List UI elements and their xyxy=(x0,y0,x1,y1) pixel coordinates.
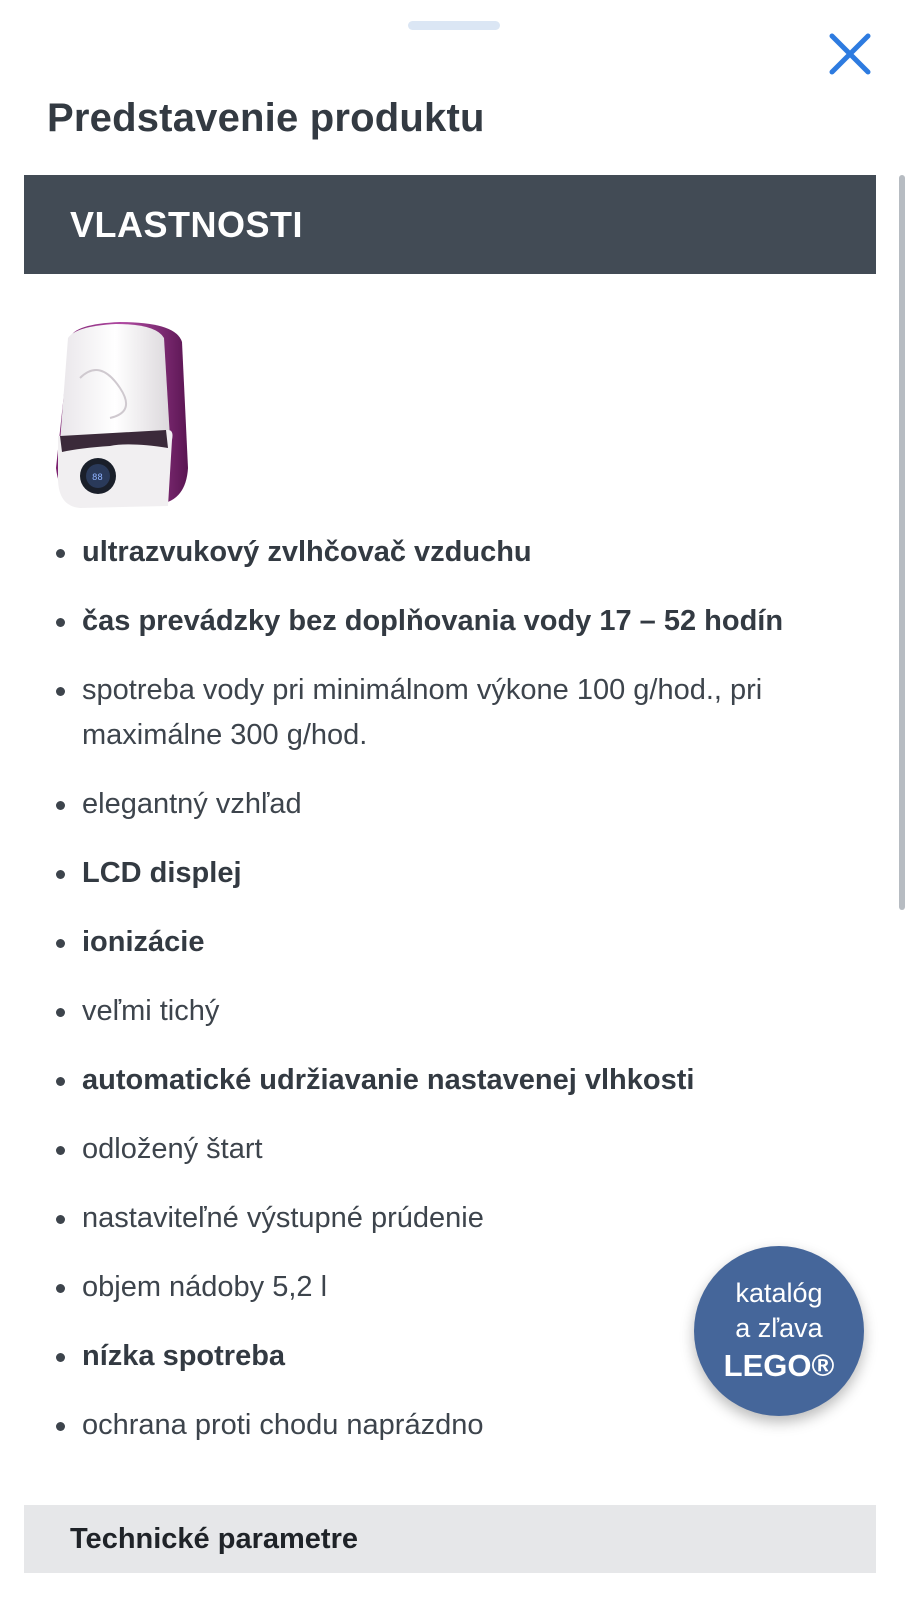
promo-line-3: LEGO® xyxy=(723,1348,835,1383)
product-image xyxy=(50,318,192,518)
technical-parameters-section[interactable] xyxy=(24,1505,876,1573)
feature-item: spotreba vody pri minimálnom výkone 100 g/hod., pri maximálne 300 g/hod. xyxy=(56,668,876,758)
section-heading: VLASTNOSTI xyxy=(70,203,304,245)
section-header-vlastnosti xyxy=(24,175,876,274)
feature-item: ionizácie xyxy=(56,920,876,965)
feature-item: čas prevádzky bez doplňovania vody 17 – 52 hodín xyxy=(56,599,876,644)
scrollbar[interactable] xyxy=(899,175,905,910)
feature-item: ultrazvukový zvlhčovač vzduchu xyxy=(56,530,876,575)
humidifier-image xyxy=(50,318,192,518)
feature-item: veľmi tichý xyxy=(56,989,876,1034)
close-button[interactable] xyxy=(826,30,874,78)
page-title: Predstavenie produktu xyxy=(47,96,485,140)
feature-item: odložený štart xyxy=(56,1127,876,1172)
promo-line-1: katalóg xyxy=(735,1278,823,1308)
close-icon xyxy=(826,30,874,78)
promo-line-2: a zľava xyxy=(735,1313,823,1343)
feature-item: LCD displej xyxy=(56,851,876,896)
technical-parameters-label: Technické parametre xyxy=(70,1522,358,1555)
drag-handle[interactable] xyxy=(408,21,500,30)
svg-text:88: 88 xyxy=(92,473,103,483)
feature-item: elegantný vzhľad xyxy=(56,782,876,827)
feature-item: nastaviteľné výstupné prúdenie xyxy=(56,1196,876,1241)
feature-item: ochrana proti chodu naprázdno xyxy=(56,1403,876,1448)
feature-item: nízka spotreba xyxy=(56,1334,876,1379)
lego-catalog-button[interactable] xyxy=(694,1246,864,1416)
feature-item: objem nádoby 5,2 l xyxy=(56,1265,876,1310)
feature-item: automatické udržiavanie nastavenej vlhkosti xyxy=(56,1058,876,1103)
